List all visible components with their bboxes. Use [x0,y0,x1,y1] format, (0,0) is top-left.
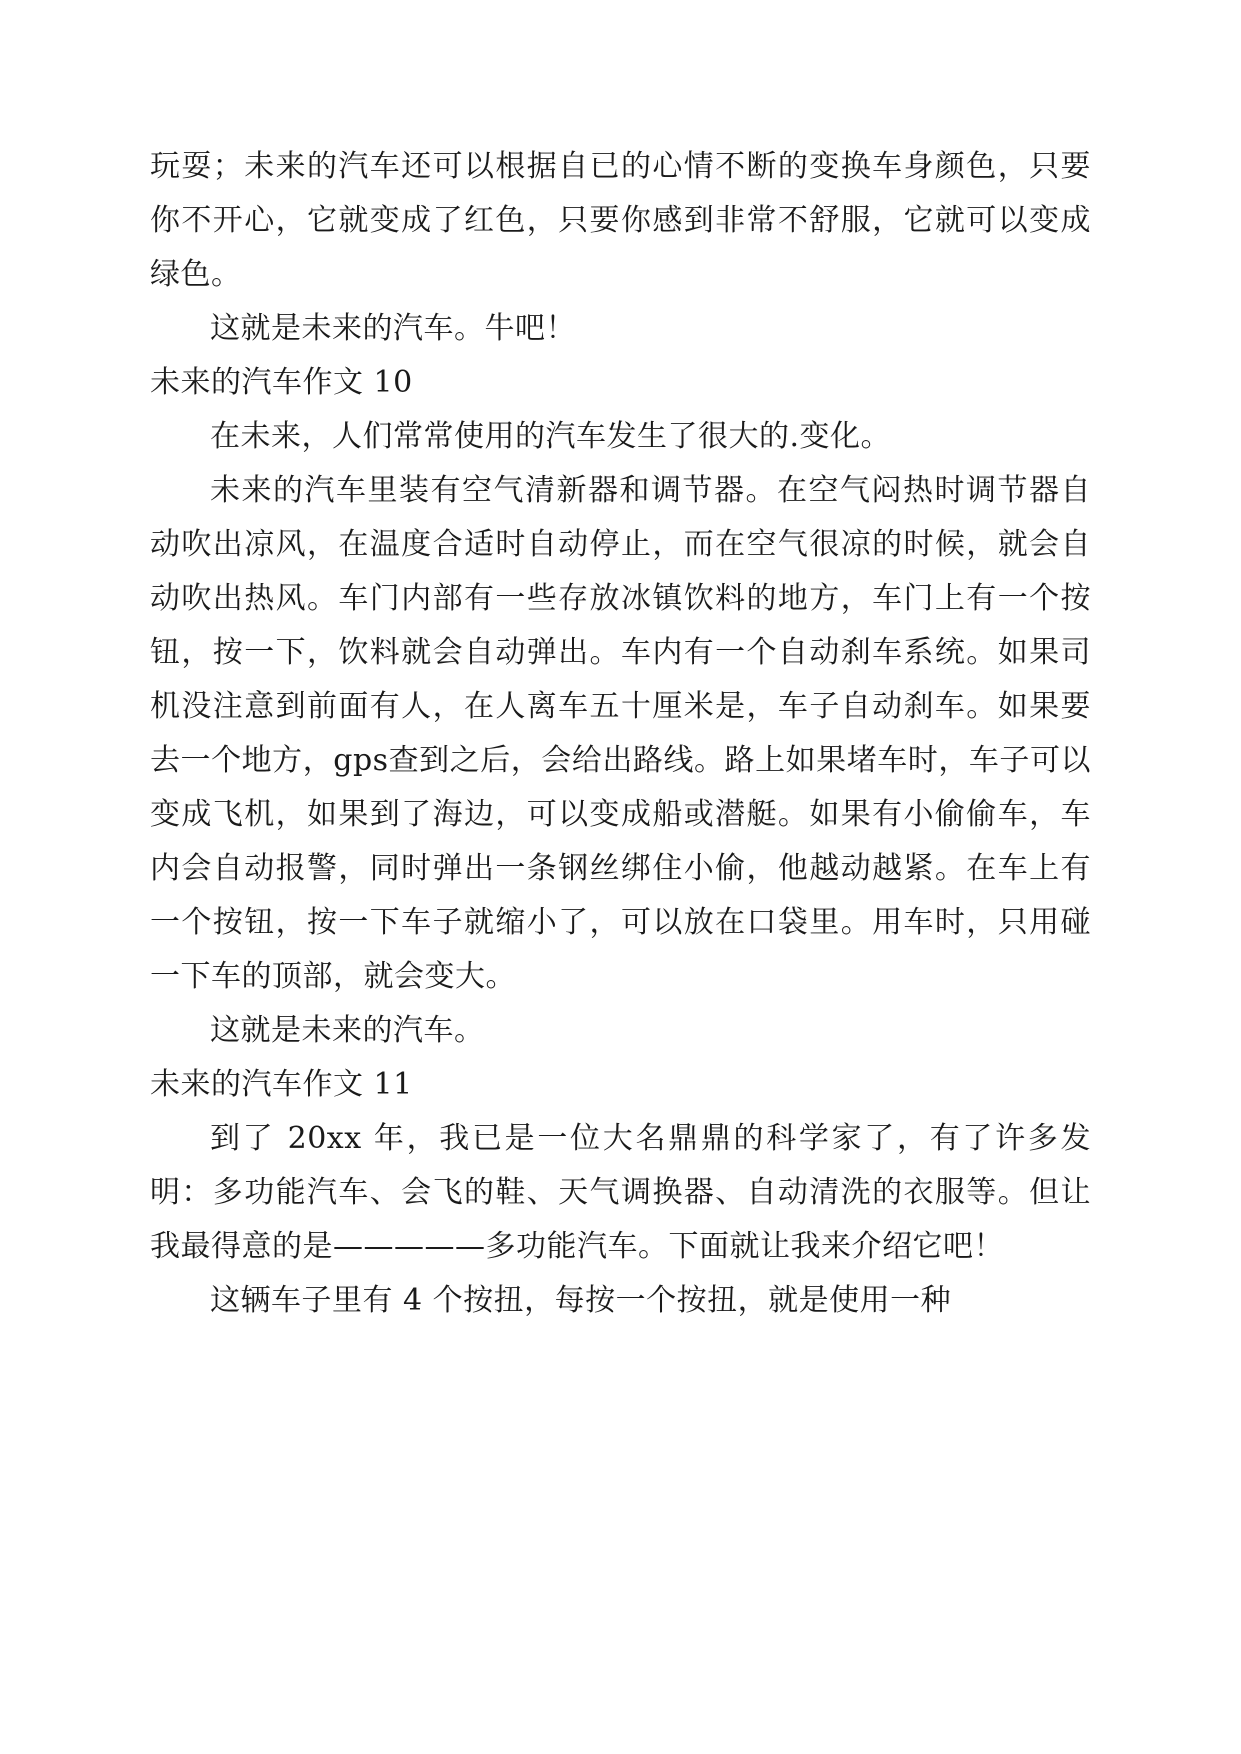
paragraph: 这就是未来的汽车。牛吧！ [210,311,576,346]
paragraph: 到了 20xx 年，我已是一位大名鼎鼎的科学家了，有了许多发明：多功能汽车、会飞的鞋、天气调换器、自动清洗的衣服等。但让我最得意的是—————多功能汽车。下面就让我来介绍它吧！ [150,1121,1091,1264]
document-body [150,140,1091,1328]
paragraph-continuation: 玩耍；未来的汽车还可以根据自已的心情不断的变换车身颜色，只要你不开心，它就变成了红色，只要你感到非常不舒服，它就可以变成绿色。 [150,149,1091,292]
paragraph: 未来的汽车里装有空气清新器和调节器。在空气闷热时调节器自动吹出凉风，在温度合适时自动停止，而在空气很凉的时候，就会自动吹出热风。车门内部有一些存放冰镇饮料的地方，车门上有一个按钮，按一下，饮料就会自动弹出。车内有一个自动刹车系统。如果司机没注意到前面有人，在人离车五十厘米是，车子自动刹车。如果要去一个地方，gps查到之后，会给出路线。路上如果堵车时，车子可以变成飞机，如果到了海边，可以变成船或潜艇。如果有小偷偷车，车内会自动报警，同时弹出一条钢丝绑住小偷，他越动越紧。在车上有一个按钮，按一下车子就缩小了，可以放在口袋里。用车时，只用碰一下车的顶部，就会变大。 [150,473,1091,994]
section-heading-11: 未来的汽车作文 11 [150,1067,413,1102]
paragraph: 这就是未来的汽车。 [210,1013,485,1048]
section-heading-10: 未来的汽车作文 10 [150,365,413,400]
paragraph: 这辆车子里有 4 个按扭，每按一个按扭，就是使用一种 [210,1283,952,1318]
paragraph: 在未来，人们常常使用的汽车发生了很大的.变化。 [210,419,892,454]
